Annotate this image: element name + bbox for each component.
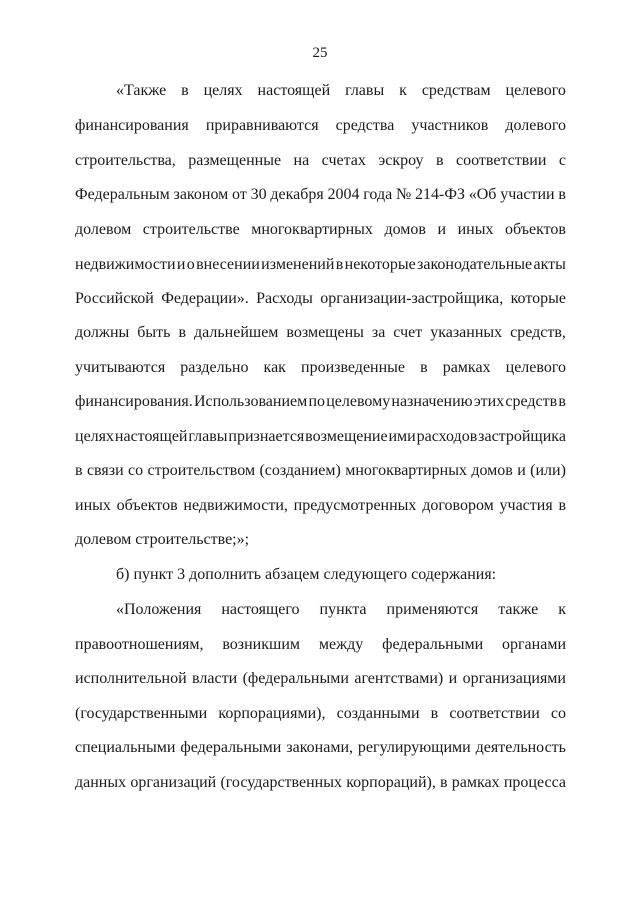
word: иных xyxy=(75,497,111,514)
word: изменений xyxy=(261,256,335,273)
word: 30 xyxy=(250,186,267,203)
word: объектов xyxy=(116,497,178,514)
word: федеральными xyxy=(382,636,484,653)
word: счет xyxy=(393,324,423,341)
word: в xyxy=(558,497,566,514)
word: приравниваются xyxy=(205,117,319,134)
word: настоящей xyxy=(257,82,331,99)
text-line xyxy=(116,81,566,101)
word: (созданием) xyxy=(259,462,341,479)
word: в xyxy=(420,359,428,376)
word: № xyxy=(395,186,412,203)
word: исполнительной xyxy=(75,670,187,687)
word: многоквартирных xyxy=(345,462,467,479)
word: в xyxy=(558,186,566,203)
word: года xyxy=(363,186,393,203)
text-line xyxy=(75,738,566,758)
text-line xyxy=(116,600,566,620)
word: акты xyxy=(533,256,566,273)
word: Федеральным xyxy=(75,186,170,203)
word: строительства, xyxy=(75,152,176,169)
word: быть xyxy=(137,324,171,341)
word: размещенные xyxy=(188,152,282,169)
text-line xyxy=(75,323,566,343)
word: настоящего xyxy=(221,601,300,618)
text-line: долевом строительстве;»; xyxy=(75,531,250,548)
word: соответствии xyxy=(456,152,547,169)
word: возмещены xyxy=(286,324,364,341)
word: (или) xyxy=(530,462,566,479)
word: недвижимости xyxy=(75,256,176,273)
word: средствам xyxy=(421,82,491,99)
word: возникшим xyxy=(222,636,300,653)
text-line xyxy=(75,151,566,171)
word: от xyxy=(232,186,247,203)
word: применяются xyxy=(386,601,479,618)
word: в xyxy=(335,256,344,273)
word: законами, xyxy=(286,739,353,756)
text-line xyxy=(75,669,566,689)
word: некоторые xyxy=(344,256,416,273)
word: и xyxy=(517,462,526,479)
word: целевому xyxy=(326,393,391,410)
text-line xyxy=(75,773,566,793)
word: должны xyxy=(75,324,130,341)
word: ими xyxy=(388,428,416,445)
text-line xyxy=(75,185,566,205)
word: «Об xyxy=(468,186,497,203)
text-line xyxy=(75,635,566,655)
word: участников xyxy=(411,117,489,134)
word: созданными xyxy=(336,705,420,722)
word: 214-ФЗ xyxy=(415,186,465,203)
word: федеральными xyxy=(180,739,282,756)
word: эскроу xyxy=(378,152,424,169)
word: деятельность xyxy=(475,739,566,756)
word: финансирования xyxy=(75,117,189,134)
word: предусмотренных xyxy=(293,497,417,514)
word: средств, xyxy=(510,324,566,341)
word: как xyxy=(263,359,286,376)
word: Федерации». xyxy=(161,290,249,307)
word: (федеральными xyxy=(242,670,349,687)
word: указанных xyxy=(430,324,503,341)
text-line xyxy=(75,496,566,516)
word: власти xyxy=(192,670,238,687)
word: счетах xyxy=(321,152,366,169)
word: (государственных xyxy=(220,774,342,791)
word: и xyxy=(176,256,186,273)
word: данных xyxy=(75,774,127,791)
word: возмещение xyxy=(305,428,388,445)
word: домов xyxy=(471,462,513,479)
word: целях xyxy=(203,82,243,99)
word: учитываются xyxy=(75,359,166,376)
text-line xyxy=(75,116,566,136)
word: между xyxy=(318,636,364,653)
word: целевого xyxy=(505,82,566,99)
word: раздельно xyxy=(180,359,249,376)
word: строительстве xyxy=(142,221,240,238)
text-line xyxy=(75,220,566,240)
word: Расходы xyxy=(256,290,313,307)
text-line xyxy=(75,461,566,481)
word: к xyxy=(399,82,407,99)
word: внесении xyxy=(196,256,260,273)
word: в xyxy=(435,152,444,169)
word: целях xyxy=(75,428,115,445)
word: назначению xyxy=(391,393,473,410)
word: рамках xyxy=(451,774,500,791)
word: со xyxy=(550,705,566,722)
text-line xyxy=(75,427,566,447)
word: в xyxy=(558,393,566,410)
word: и xyxy=(448,670,458,687)
word: настоящей xyxy=(114,428,188,445)
word: корпорациями), xyxy=(218,705,326,722)
word: расходов xyxy=(416,428,478,445)
word: специальными xyxy=(75,739,176,756)
word: законом xyxy=(173,186,229,203)
word: о xyxy=(186,256,195,273)
text-line xyxy=(75,358,566,378)
word: долевом xyxy=(75,221,132,238)
word: 2004 xyxy=(327,186,360,203)
word: по xyxy=(308,393,325,410)
word: в xyxy=(430,705,439,722)
word: средств xyxy=(505,393,558,410)
word: «Положения xyxy=(116,601,202,618)
word: корпораций), xyxy=(346,774,436,791)
word: этих xyxy=(473,393,505,410)
word: со xyxy=(128,462,144,479)
word: «Также xyxy=(116,82,167,99)
word: застройщика xyxy=(478,428,566,445)
word: в xyxy=(75,462,83,479)
word: которые xyxy=(510,290,566,307)
word: многоквартирных xyxy=(251,221,373,238)
word: Использованием xyxy=(193,393,308,410)
word: договором xyxy=(422,497,494,514)
word: органами xyxy=(501,636,566,653)
word: финансирования. xyxy=(75,393,193,410)
word: декабря xyxy=(270,186,324,203)
word: организаций xyxy=(130,774,217,791)
word: рамках xyxy=(442,359,491,376)
word: произведенные xyxy=(301,359,406,376)
word: на xyxy=(293,152,310,169)
word: иных xyxy=(457,221,494,238)
word: долевого xyxy=(505,117,566,134)
word: к xyxy=(558,601,566,618)
word: главы xyxy=(188,428,228,445)
word: за xyxy=(371,324,386,341)
word: законодательные xyxy=(417,256,533,273)
word: процесса xyxy=(503,774,566,791)
word: и xyxy=(437,221,447,238)
word: объектов xyxy=(504,221,566,238)
word: организациями xyxy=(462,670,566,687)
word: связи xyxy=(86,462,124,479)
word: недвижимости, xyxy=(183,497,288,514)
word: в xyxy=(178,324,186,341)
word: (государственными xyxy=(75,705,208,722)
word: участии xyxy=(500,186,555,203)
word: домов xyxy=(384,221,426,238)
word: строительством xyxy=(147,462,256,479)
word: соответствии xyxy=(449,705,540,722)
text-line: б) пункт 3 дополнить абзацем следующего содержания: xyxy=(116,566,497,583)
word: главы xyxy=(345,82,385,99)
word: Российской xyxy=(75,290,154,307)
text-line xyxy=(75,255,566,275)
word: целевого xyxy=(505,359,566,376)
word: дальнейшем xyxy=(193,324,279,341)
word: пункта xyxy=(319,601,367,618)
word: правоотношениям, xyxy=(75,636,204,653)
word: агентствами) xyxy=(354,670,444,687)
text-line xyxy=(75,392,566,412)
word: регулирующими xyxy=(357,739,471,756)
word: в xyxy=(440,774,448,791)
word: признается xyxy=(228,428,305,445)
word: также xyxy=(498,601,539,618)
word: средства xyxy=(335,117,395,134)
word: организации-застройщика, xyxy=(320,290,504,307)
word: с xyxy=(558,152,566,169)
text-line xyxy=(75,289,566,309)
word: в xyxy=(181,82,189,99)
page-number: 25 xyxy=(312,45,328,61)
word: участия xyxy=(499,497,553,514)
text-line xyxy=(75,704,566,724)
